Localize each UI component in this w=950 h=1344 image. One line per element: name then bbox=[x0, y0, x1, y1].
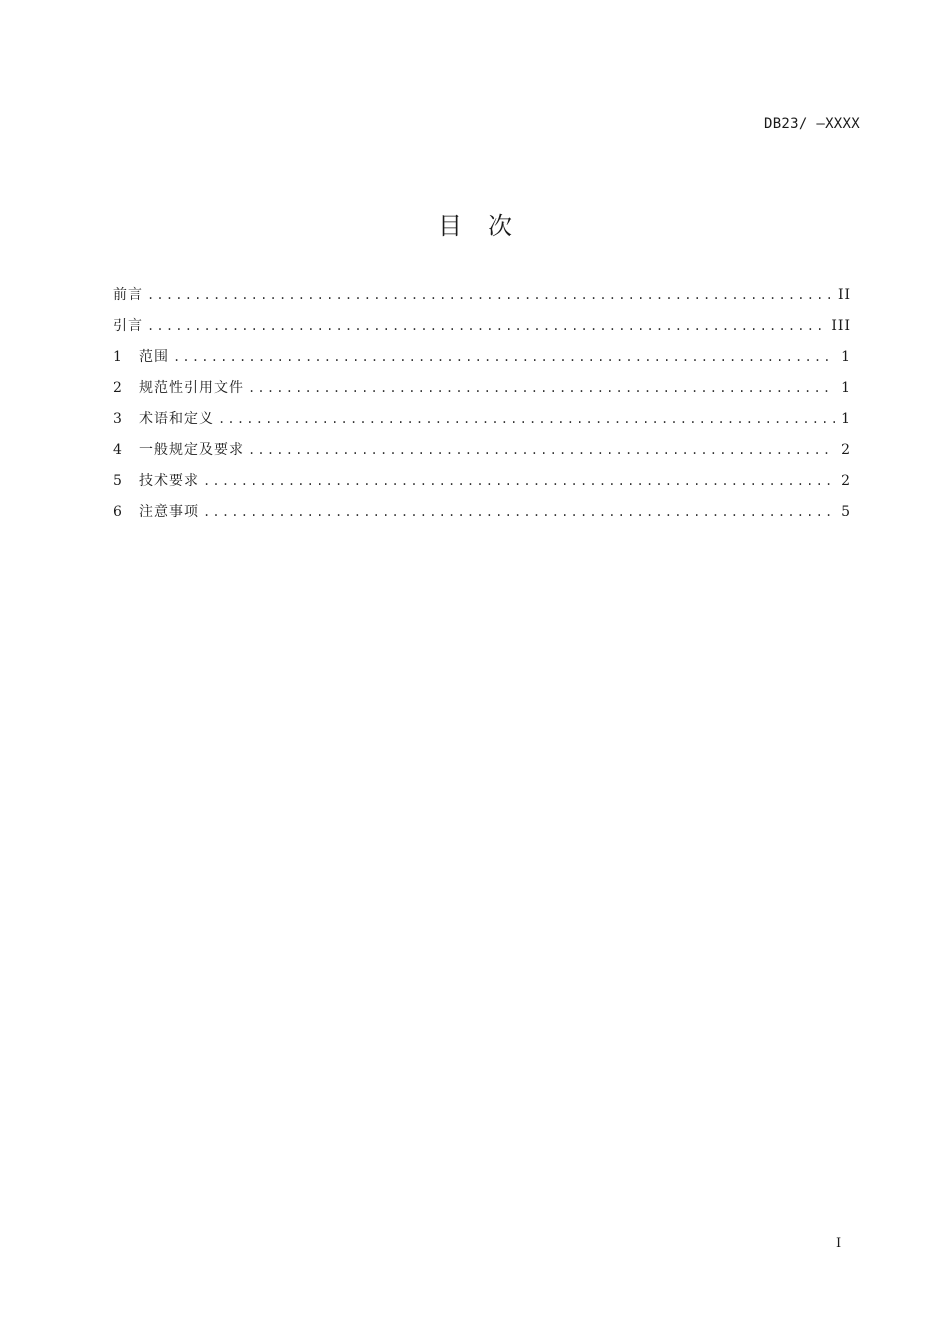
toc-entry-page: 1 bbox=[841, 411, 851, 427]
toc-entry-page: 2 bbox=[841, 442, 851, 458]
toc-dot-leader bbox=[173, 350, 835, 364]
toc-entry-title: 一般规定及要求 bbox=[139, 442, 244, 458]
table-of-contents bbox=[113, 284, 851, 532]
toc-entry-scope[interactable] bbox=[113, 346, 851, 377]
toc-entry-title: 术语和定义 bbox=[139, 411, 214, 427]
toc-entry-number: 4 bbox=[113, 442, 122, 458]
toc-entry-preface[interactable] bbox=[113, 284, 851, 315]
toc-title: 目次 bbox=[438, 212, 538, 240]
toc-entry-title: 技术要求 bbox=[139, 473, 199, 489]
toc-entry-introduction[interactable] bbox=[113, 315, 851, 346]
toc-dot-leader bbox=[147, 288, 832, 302]
toc-entry-page: 1 bbox=[841, 380, 851, 396]
toc-entry-terms-definitions[interactable] bbox=[113, 408, 851, 439]
toc-entry-number: 5 bbox=[113, 473, 122, 489]
toc-entry-normative-references[interactable] bbox=[113, 377, 851, 408]
toc-entry-number: 3 bbox=[113, 411, 122, 427]
toc-entry-page: 5 bbox=[841, 504, 851, 520]
toc-entry-technical-requirements[interactable] bbox=[113, 470, 851, 501]
toc-entry-title: 前言 bbox=[113, 287, 143, 303]
toc-entry-page: III bbox=[831, 318, 851, 334]
toc-entry-title: 注意事项 bbox=[139, 504, 199, 520]
toc-dot-leader bbox=[147, 319, 825, 333]
toc-entry-title: 规范性引用文件 bbox=[139, 380, 244, 396]
toc-dot-leader bbox=[248, 443, 835, 457]
toc-entry-title: 范围 bbox=[139, 349, 169, 365]
toc-dot-leader bbox=[203, 474, 835, 488]
document-code: DB23/ —XXXX bbox=[763, 116, 860, 132]
toc-entry-title: 引言 bbox=[113, 318, 143, 334]
toc-entry-notes[interactable] bbox=[113, 501, 851, 532]
toc-entry-page: II bbox=[837, 287, 851, 303]
toc-dot-leader bbox=[248, 381, 835, 395]
page-number: I bbox=[836, 1236, 842, 1251]
toc-entry-number: 2 bbox=[113, 380, 122, 396]
toc-entry-number: 6 bbox=[113, 504, 122, 520]
toc-dot-leader bbox=[203, 505, 835, 519]
toc-entry-page: 1 bbox=[841, 349, 851, 365]
toc-entry-general-requirements[interactable] bbox=[113, 439, 851, 470]
toc-entry-number: 1 bbox=[113, 349, 122, 365]
toc-entry-page: 2 bbox=[841, 473, 851, 489]
toc-dot-leader bbox=[218, 412, 835, 426]
